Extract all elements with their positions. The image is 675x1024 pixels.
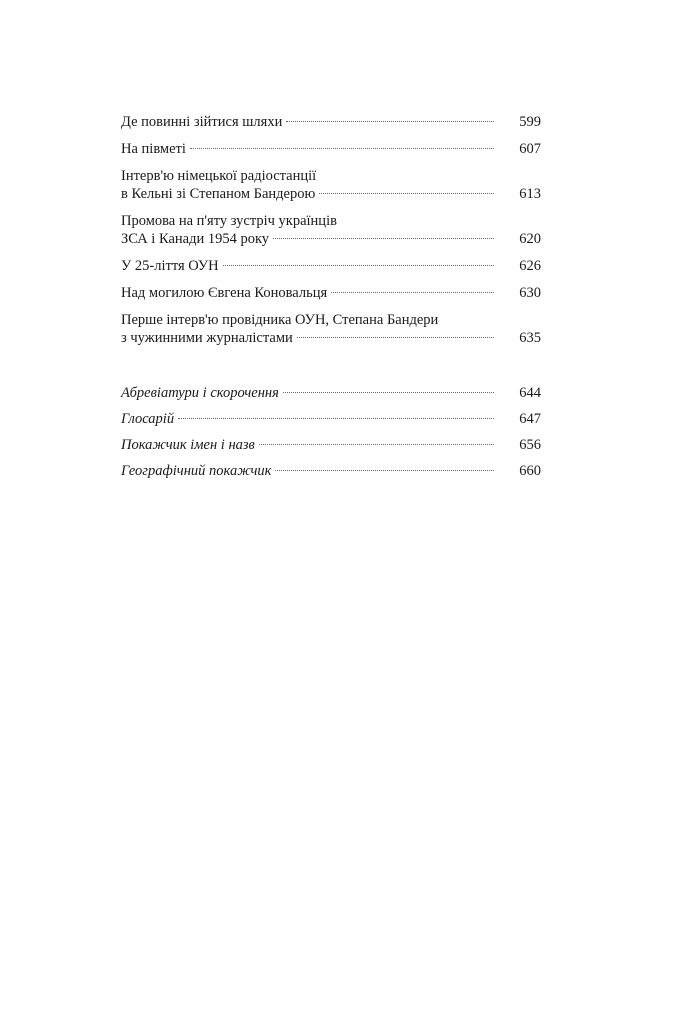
toc-entry-appendix[interactable] bbox=[121, 436, 541, 454]
dot-leader bbox=[319, 193, 494, 194]
toc-page-number: 660 bbox=[519, 463, 541, 479]
dot-leader bbox=[259, 444, 494, 445]
toc-page-number: 635 bbox=[519, 330, 541, 346]
toc-page-number: 607 bbox=[519, 141, 541, 157]
toc-entry-title-line: Інтерв'ю німецької радіостанції bbox=[121, 168, 317, 184]
toc-entry-title: в Кельні зі Степаном Бандерою bbox=[121, 186, 316, 202]
toc-entry-title: з чужинними журналістами bbox=[121, 330, 293, 346]
dot-leader bbox=[331, 292, 494, 293]
toc-page-number: 613 bbox=[519, 186, 541, 202]
toc-page-number: 630 bbox=[519, 285, 541, 301]
toc-page-number: 644 bbox=[519, 385, 541, 401]
dot-leader bbox=[297, 337, 494, 338]
toc-entry[interactable] bbox=[121, 113, 541, 131]
toc-entry[interactable] bbox=[121, 212, 541, 248]
dot-leader bbox=[273, 238, 494, 239]
toc-entry-title: Глосарій bbox=[121, 411, 175, 427]
toc-entry-title: Над могилою Євгена Коновальця bbox=[121, 285, 328, 301]
toc-entry[interactable] bbox=[121, 167, 541, 203]
toc-entry-appendix[interactable] bbox=[121, 410, 541, 428]
dot-leader bbox=[223, 265, 494, 266]
toc-entry[interactable] bbox=[121, 257, 541, 275]
toc-page-number: 599 bbox=[519, 114, 541, 130]
toc-entry-title: Покажчик імен і назв bbox=[121, 437, 255, 453]
dot-leader bbox=[275, 470, 494, 471]
toc-entry-title-line: Перше інтерв'ю провідника ОУН, Степана Бандери bbox=[121, 312, 439, 328]
toc-page-number: 620 bbox=[519, 231, 541, 247]
toc-page-number: 647 bbox=[519, 411, 541, 427]
dot-leader bbox=[190, 148, 494, 149]
toc-entry-title: Географічний покажчик bbox=[121, 463, 272, 479]
toc-entry[interactable] bbox=[121, 284, 541, 302]
toc-entry-title: Де повинні зійтися шляхи bbox=[121, 114, 283, 130]
toc-entry[interactable] bbox=[121, 311, 541, 347]
toc-entry-title: Абревіатури і скорочення bbox=[121, 385, 279, 401]
toc-entry-title: У 25-ліття ОУН bbox=[121, 258, 219, 274]
toc-entry-title-line: Промова на п'яту зустріч українців bbox=[121, 213, 337, 229]
toc-entry-title: ЗСА і Канади 1954 року bbox=[121, 231, 270, 247]
dot-leader bbox=[283, 392, 494, 393]
toc-page-number: 626 bbox=[519, 258, 541, 274]
dot-leader bbox=[178, 418, 494, 419]
toc-entry[interactable] bbox=[121, 140, 541, 158]
toc-entry-appendix[interactable] bbox=[121, 384, 541, 402]
toc-page-number: 656 bbox=[519, 437, 541, 453]
toc-entry-title: На півметі bbox=[121, 141, 186, 157]
toc-entry-appendix[interactable] bbox=[121, 462, 541, 480]
table-of-contents bbox=[121, 110, 541, 480]
dot-leader bbox=[286, 121, 494, 122]
